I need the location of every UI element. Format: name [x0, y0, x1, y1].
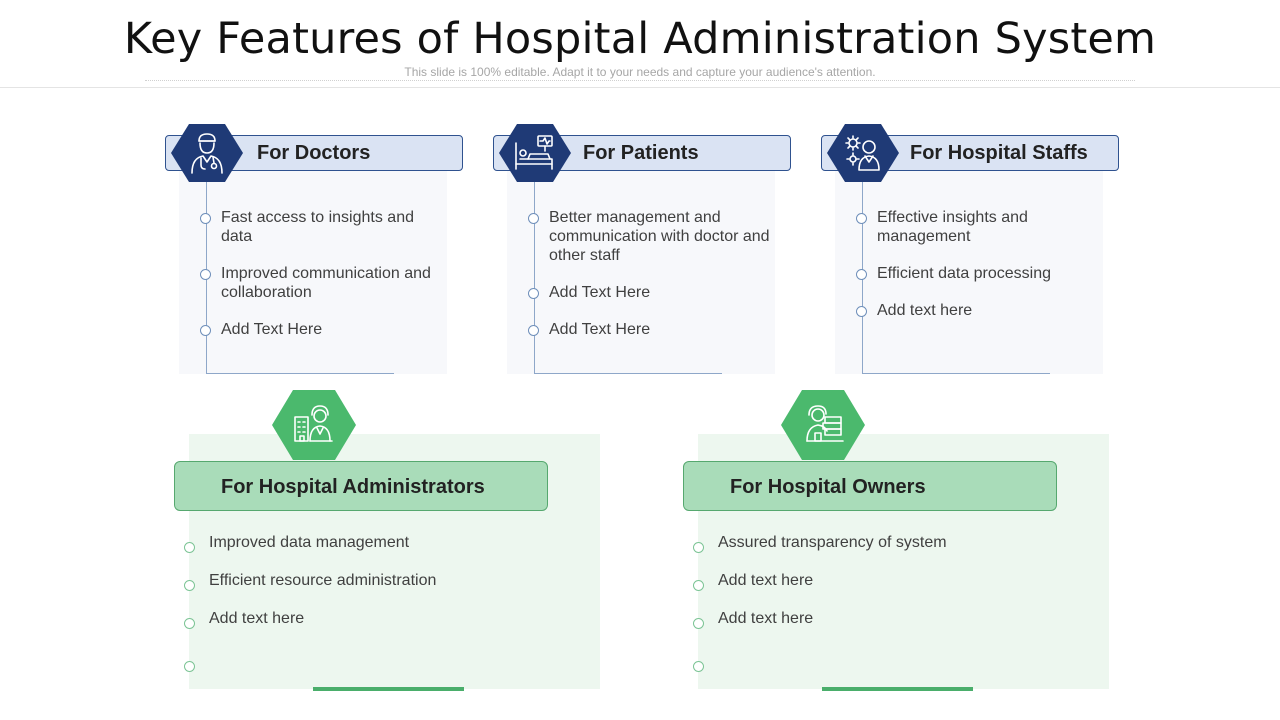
list-item — [683, 647, 1123, 685]
card-heading: For Patients — [583, 142, 699, 164]
list-item: Add text here — [683, 609, 1123, 647]
list-item: Add Text Here — [165, 320, 445, 339]
bullet-dot — [184, 618, 195, 629]
card-heading: For Hospital Owners — [730, 476, 926, 498]
list-item: Efficient resource administration — [174, 571, 614, 609]
bullet-dot — [856, 306, 867, 317]
card-patients — [493, 124, 793, 376]
list-item: Improved data management — [174, 533, 614, 571]
bullet-dot — [528, 213, 539, 224]
bullet-dot — [200, 213, 211, 224]
feature-list — [493, 208, 793, 357]
list-item: Add Text Here — [493, 320, 773, 339]
list-item: Improved communication and collaboration — [165, 264, 445, 302]
bullet-dot — [200, 325, 211, 336]
feature-list — [821, 208, 1121, 338]
list-item: Add text here — [174, 609, 614, 647]
list-item: Effective insights and management — [821, 208, 1101, 246]
slide-title: Key Features of Hospital Administration System — [123, 14, 1157, 64]
feature-list — [174, 533, 614, 685]
bullet-dot — [528, 325, 539, 336]
bullet-dot — [184, 661, 195, 672]
timeline-base — [534, 373, 722, 374]
bullet-dot — [856, 269, 867, 280]
list-item: Fast access to insights and data — [165, 208, 445, 246]
card-accent-bar — [313, 687, 464, 691]
list-item: Better management and communication with doctor and other staff — [493, 208, 773, 265]
card-accent-bar — [822, 687, 973, 691]
card-heading: For Hospital Administrators — [221, 476, 485, 498]
bullet-dot — [693, 542, 704, 553]
timeline-base — [862, 373, 1050, 374]
list-item — [174, 647, 614, 685]
list-item: Add Text Here — [493, 283, 773, 302]
bullet-dot — [184, 580, 195, 591]
slide-subtitle: This slide is 100% editable. Adapt it to your needs and capture your audience's attention. — [404, 65, 876, 79]
card-hospital-staffs — [821, 124, 1121, 376]
bullet-dot — [693, 618, 704, 629]
card-hospital-administrators — [174, 390, 614, 692]
card-doctors — [165, 124, 465, 376]
bullet-dot — [856, 213, 867, 224]
card-heading: For Hospital Staffs — [910, 142, 1088, 164]
list-item: Assured transparency of system — [683, 533, 1123, 571]
list-item: Add text here — [683, 571, 1123, 609]
header-rule — [0, 87, 1280, 88]
bullet-dot — [528, 288, 539, 299]
bullet-dot — [200, 269, 211, 280]
list-item: Efficient data processing — [821, 264, 1101, 283]
bullet-dot — [693, 661, 704, 672]
dotted-divider — [145, 80, 1135, 81]
timeline-base — [206, 373, 394, 374]
bullet-dot — [693, 580, 704, 591]
card-hospital-owners — [683, 390, 1123, 692]
list-item: Add text here — [821, 301, 1101, 320]
card-heading: For Doctors — [257, 142, 371, 164]
feature-list — [165, 208, 465, 357]
bullet-dot — [184, 542, 195, 553]
feature-list — [683, 533, 1123, 685]
